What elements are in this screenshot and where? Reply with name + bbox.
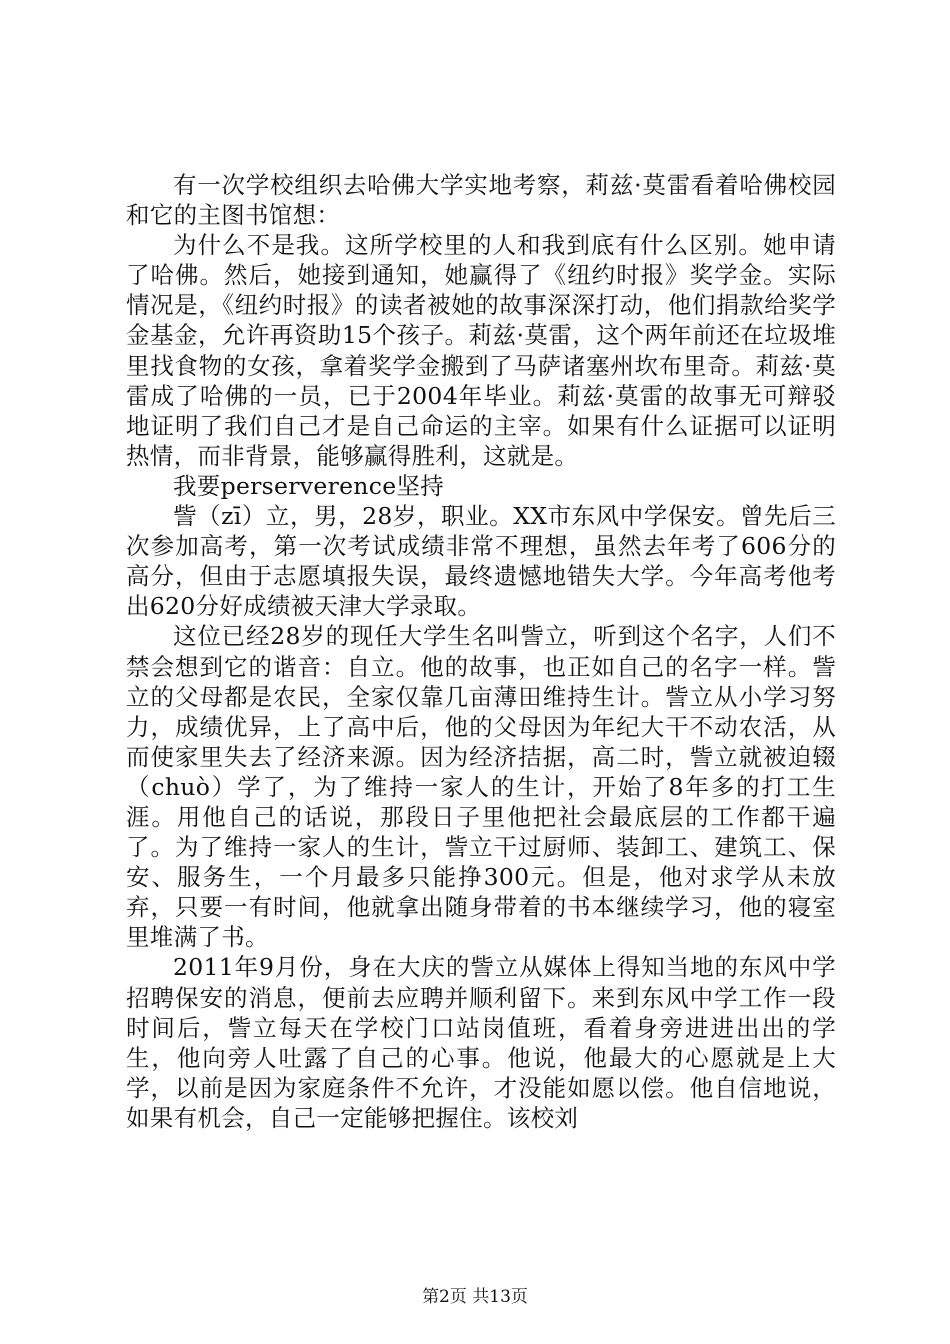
paragraph-liz-murray-story: 为什么不是我。这所学校里的人和我到底有什么区别。她申请了哈佛。然后，她接到通知，她赢得了《纽约时报》奖学金。实际情况是，《纽约时报》的读者被她的故事深深打动，他们捐款给奖学金基金，允许再资助15个孩子。莉兹·莫雷，这个两年前还在垃圾堆里找食物的女孩，拿着奖学金搬到了马萨诸塞州坎布里奇。莉兹·莫雷成了哈佛的一员，已于2004年毕业。莉兹·莫雷的故事无可辩驳地证明了我们自己才是自己命运的主宰。如果有什么证据可以证明热情，而非背景，能够赢得胜利，这就是。 [126, 231, 836, 470]
paragraph-harvard-visit: 有一次学校组织去哈佛大学实地考察，莉兹·莫雷看着哈佛校园和它的主图书馆想： [126, 171, 836, 230]
paragraph-perseverance-heading: 我要perserverence坚持 [173, 471, 445, 500]
paragraph-zi-li-security-job: 2011年9月份，身在大庆的訾立从媒体上得知当地的东风中学招聘保安的消息，便前去应聘并顺利留下。来到东风中学工作一段时间后，訾立每天在学校门口站岗值班，看着身旁进进出出的学生，他向旁人吐露了自己的心事。他说，他最大的心愿就是上大学，以前是因为家庭条件不允许，才没能如愿以偿。他自信地说，如果有机会，自己一定能够把握住。该校刘 [126, 953, 836, 1132]
paragraph-zi-li-background: 这位已经28岁的现任大学生名叫訾立，听到这个名字，人们不禁会想到它的谐音：自立。他的故事，也正如自己的名字一样。訾立的父母都是农民，全家仅靠几亩薄田维持生计。訾立从小学习努力，成绩优异，上了高中后，他的父母因为年纪大干不动农活，从而使家里失去了经济来源。因为经济拮据，高二时，訾立就被迫辍（chuò）学了，为了维持一家人的生计，开始了8年多的打工生涯。用他自己的话说，那段日子里他把社会最底层的工作都干遍了。为了维持一家人的生计，訾立干过厨师、装卸工、建筑工、保安、服务生，一个月最多只能挣300元。但是，他对求学从未放弃，只要一有时间，他就拿出随身带着的书本继续学习，他的寝室里堆满了书。 [126, 622, 836, 952]
document-body [126, 170, 836, 1133]
paragraph-zi-li-intro: 訾（zī）立，男，28岁，职业。XX市东风中学保安。曾先后三次参加高考，第一次考试成绩非常不理想，虽然去年考了606分的高分，但由于志愿填报失误，最终遗憾地错失大学。今年高考他考出620分好成绩被天津大学录取。 [126, 502, 836, 621]
page-number-footer: 第2页 共13页 [422, 1287, 528, 1307]
